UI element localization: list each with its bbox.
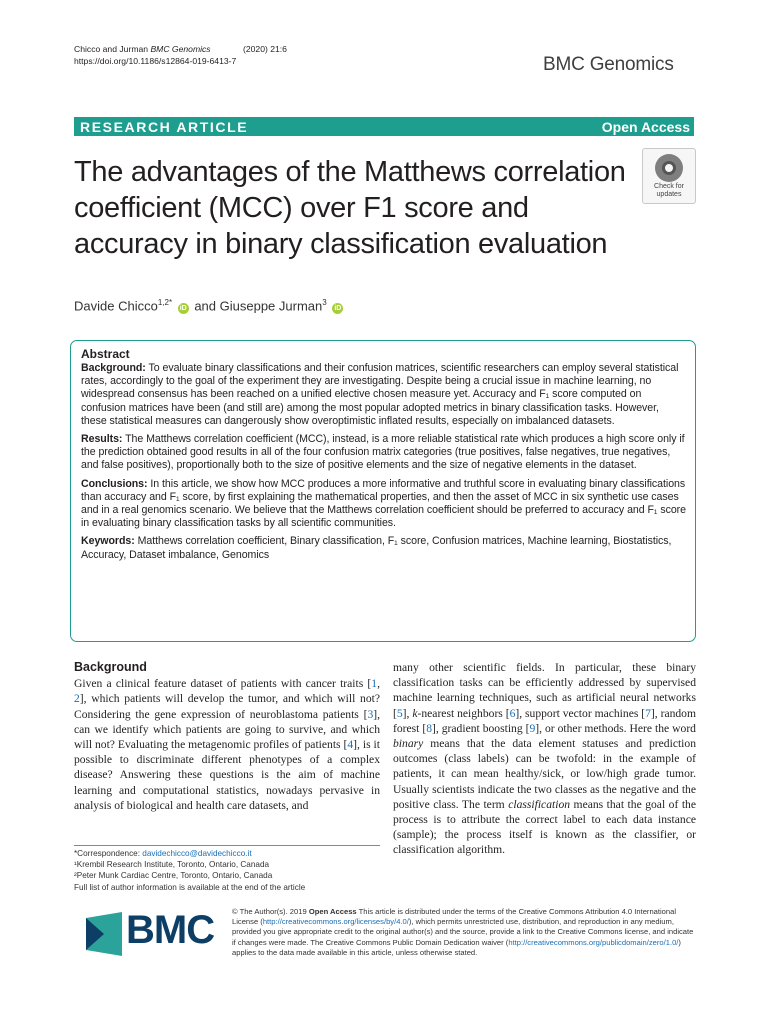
- abstract-results-text: The Matthews correlation coefficient (MCC), instead, is a more reliable statistical rate which produces a high score only if the prediction obtained good results in all of the four confusion matrix categories (true positives, false negatives, true negatives, and false positives), proportionally both to the size of positive elements and the size of negative elements in the dataset.: [81, 433, 685, 472]
- body-text: ], can we identify which patients are going to survive, and which will not? Evaluating the metagenomic profiles of patients [: [74, 707, 380, 752]
- abstract-background-label: Background:: [81, 362, 146, 374]
- license-link-zero[interactable]: http://creativecommons.org/publicdomain/zero/1.0/: [508, 937, 679, 947]
- body-column-left: [74, 660, 380, 813]
- license-text: © The Author(s). 2019: [232, 907, 307, 916]
- affiliation-2: ²Peter Munk Cardiac Centre, Toronto, Ontario, Canada: [74, 871, 273, 881]
- check-for-updates-button[interactable]: [642, 148, 696, 204]
- citation-year-volume: (2020) 21:6: [243, 44, 287, 54]
- correspondence-email[interactable]: davidechicco@davidechicco.it: [142, 849, 252, 858]
- body-text: many other scientific fields. In particular, these binary classification tasks can be efficiently addressed by supervised machine learning techniques, such as artificial neural networks [: [393, 661, 696, 720]
- open-access-label[interactable]: Open Access: [601, 119, 690, 135]
- footnotes: [74, 845, 380, 893]
- author-2-name[interactable]: Giuseppe Jurman: [219, 298, 323, 314]
- correspondence-line: [74, 848, 380, 859]
- citation-link[interactable]: 6: [509, 706, 516, 720]
- full-author-info-note: Full list of author information is available at the end of the article: [74, 882, 306, 892]
- orcid-icon[interactable]: iD: [334, 305, 342, 313]
- abstract-background-text: To evaluate binary classifications and their confusion matrices, scientific researchers can employ several statistical rates, accordingly to the goal of the experiment they are investigating. Despite being a crucial issue in machine learning, no widespread consensus has been reached on a unified elective chosen measure yet. Accuracy and F₁ score computed on confusion matrices have been (and still are) among the most popular adopted metrics in binary classification tasks. However, these statistical measures can dangerously show overoptimistic inflated results, especially on imbalanced datasets.: [81, 362, 679, 427]
- abstract-keywords-text: Matthews correlation coefficient, Binary classification, F₁ score, Confusion matrices, Machine learning, Biostatistics, Accuracy, Dataset imbalance, Genomics: [81, 535, 672, 561]
- body-text: Given a clinical feature dataset of patients with cancer traits [: [74, 677, 372, 691]
- bmc-logo-text: BMC: [126, 908, 215, 952]
- body-text: means that the goal of the process is to attribute the correct label to each data instance (sample); the process itself is known as the classifier, or classification algorithm.: [393, 797, 696, 857]
- body-text: ], gradient boosting [: [432, 721, 530, 735]
- abstract-box: [70, 340, 696, 642]
- abstract-conclusions: [81, 478, 686, 531]
- body-paragraph-right: [393, 660, 696, 858]
- citation-journal: BMC Genomics: [150, 44, 211, 54]
- body-text: ], which patients will develop the tumor, and which will not? Considering the gene expression of neuroblastoma patients [: [74, 692, 380, 721]
- license-notice: [232, 907, 694, 958]
- body-text: means that the data element statuses and prediction outcomes (class labels) can be twofold: in the example of patients, it can mean healthy/sick, or low/high grade tumor. Usually scientists indicate the two classes as the negative and the positive class. The term: [393, 737, 696, 811]
- abstract-conclusions-text: In this article, we show how MCC produces a more informative and truthful score in evaluating binary classifications than accuracy and F₁ score, by first explaining the mathematical properties, and then the asset of MCC in six synthetic use cases and in a real genomics scenario. We believe that the Matthews correlation coefficient should be preferred to accuracy and F₁ score in evaluating binary classification tasks by all scientific communities.: [81, 477, 686, 530]
- bmc-logo-icon: [84, 910, 124, 958]
- abstract-results-label: Results:: [81, 433, 123, 446]
- check-for-updates-line1: Check for: [654, 183, 684, 190]
- abstract-keywords: [81, 535, 686, 561]
- article-type-label: RESEARCH ARTICLE: [80, 119, 249, 135]
- journal-brand: BMC Genomics: [543, 54, 674, 75]
- citation-link[interactable]: 1: [371, 677, 378, 691]
- body-text: ], is it possible to discriminate different phenotypes of a complex disease? Answering these questions is the aim of machine learning and computational statistics, nowadays pervasive in analysis of biological and health care datasets, and: [74, 738, 380, 812]
- citation-link[interactable]: 8: [426, 721, 433, 735]
- author-2-affiliation: 3: [322, 298, 327, 307]
- section-heading-background: Background: [74, 660, 147, 674]
- author-1-affiliation: 1,2*: [157, 298, 173, 307]
- body-text: ,: [377, 677, 380, 691]
- body-italic: classification: [508, 797, 571, 811]
- body-text: ], support vector machines [: [515, 706, 646, 720]
- body-column-right: [393, 660, 696, 858]
- license-link-by[interactable]: http://creativecommons.org/licenses/by/4.0/: [262, 917, 409, 927]
- body-text: ], random forest [: [393, 706, 696, 735]
- citation-link[interactable]: 4: [347, 738, 354, 752]
- bmc-logo: [84, 910, 216, 958]
- crossmark-icon: [655, 154, 683, 182]
- citation-link[interactable]: 5: [396, 706, 403, 720]
- license-text: ), which permits unrestricted use, distribution, and reproduction in any medium, provided you give appropriate credit to the original author(s) and the source, provide a link to the Creative Commons license, and indicate if changes were made. The Creative Commons Public Domain Dedication waiver (: [232, 917, 694, 947]
- license-open-access: Open Access: [308, 907, 357, 916]
- abstract-results: [81, 433, 686, 473]
- citation-link[interactable]: 9: [529, 721, 536, 735]
- article-title: The advantages of the Matthews correlation coefficient (MCC) over F1 score and accuracy in binary classification evaluation: [74, 156, 626, 260]
- body-paragraph-left: [74, 676, 380, 813]
- body-italic: binary: [393, 737, 424, 751]
- abstract-background: [81, 362, 686, 428]
- orcid-icon[interactable]: iD: [179, 305, 187, 313]
- citation-link[interactable]: 7: [645, 706, 651, 720]
- abstract-keywords-label: Keywords:: [81, 535, 135, 548]
- citation-authors: Chicco and Jurman: [74, 44, 149, 54]
- citation-link[interactable]: 3: [367, 707, 374, 721]
- correspondence-label: *Correspondence:: [74, 849, 140, 858]
- abstract-heading: Abstract: [81, 347, 130, 361]
- citation-line: [74, 44, 287, 55]
- body-text: ], or other methods. Here the word: [535, 721, 696, 735]
- license-text: This article is distributed under the terms of the Creative Commons Attribution 4.0 International License (: [232, 907, 677, 927]
- abstract-conclusions-label: Conclusions:: [81, 477, 148, 490]
- author-joiner: and: [194, 298, 217, 314]
- body-text: ],: [402, 706, 413, 720]
- affiliation-1: ¹Krembil Research Institute, Toronto, Ontario, Canada: [74, 860, 270, 870]
- body-italic: k: [412, 706, 418, 720]
- author-list: [74, 298, 345, 314]
- citation-link[interactable]: 2: [74, 692, 80, 706]
- author-1-name[interactable]: Davide Chicco: [74, 298, 158, 314]
- license-text: ) applies to the data made available in this article, unless otherwise stated.: [232, 937, 681, 957]
- doi-link[interactable]: https://doi.org/10.1186/s12864-019-6413-7: [74, 56, 237, 66]
- body-text: -nearest neighbors [: [417, 706, 510, 720]
- check-for-updates-line2: updates: [656, 191, 682, 198]
